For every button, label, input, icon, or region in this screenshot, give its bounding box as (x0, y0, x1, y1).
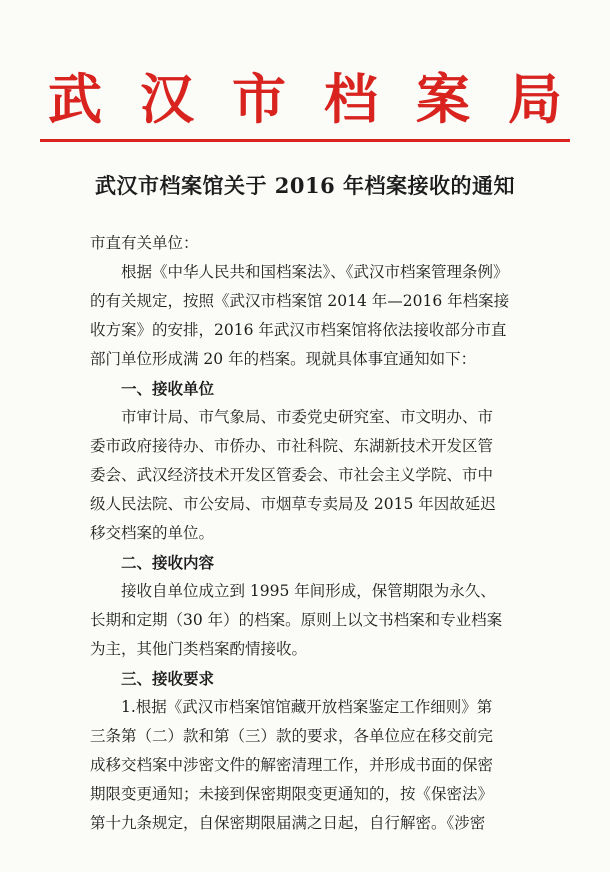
body-line: 成移交档案中涉密文件的解密清理工作，并形成书面的保密 (90, 756, 494, 774)
body-line: 收方案》的安排，2016 年武汉市档案馆将依法接收部分市直 (90, 321, 507, 339)
body-line: 第十九条规定，自保密期限届满之日起，自行解密。《涉密 (90, 814, 486, 832)
document-body (90, 229, 530, 838)
body-line: 的有关规定，按照《武汉市档案馆 2014 年—2016 年档案接 (90, 292, 510, 310)
letterhead (40, 64, 570, 134)
body-line: 1.根据《武汉市档案馆馆藏开放档案鉴定工作细则》第 (121, 698, 493, 716)
body-line: 接收自单位成立到 1995 年间形成，保管期限为永久、 (121, 582, 496, 600)
letterhead-char: 局 (508, 67, 562, 131)
body-line: 期限变更通知；未接到保密期限变更通知的，按《保密法》 (90, 785, 494, 803)
body-line: 委市政府接待办、市侨办、市社科院、东湖新技术开发区管 (90, 437, 494, 455)
body-line: 委会、武汉经济技术开发区管委会、市社会主义学院、市中 (90, 466, 494, 484)
section-heading: 三、接收要求 (121, 669, 215, 688)
letterhead-char: 市 (232, 67, 286, 131)
section-heading: 二、接收内容 (121, 553, 215, 572)
salutation: 市直有关单位： (90, 234, 199, 252)
body-line: 为主，其他门类档案酌情接收。 (90, 640, 308, 658)
body-line: 移交档案的单位。 (90, 524, 215, 542)
section-heading: 一、接收单位 (121, 379, 215, 398)
body-line: 级人民法院、市公安局、市烟草专卖局及 2015 年因故延迟 (90, 495, 496, 513)
body-line: 长期和定期（30 年）的档案。原则上以文书档案和专业档案 (90, 611, 503, 629)
body-lines (90, 258, 530, 838)
document-title: 武汉市档案馆关于 2016 年档案接收的通知 (94, 173, 516, 198)
letterhead-char: 档 (324, 67, 378, 131)
letterhead-char: 汉 (140, 67, 194, 131)
body-line: 根据《中华人民共和国档案法》、《武汉市档案管理条例》 (121, 263, 509, 281)
letterhead-char: 案 (416, 67, 470, 131)
body-line: 部门单位形成满 20 年的档案。现就具体事宜通知如下： (90, 350, 477, 368)
letterhead-char: 武 (48, 67, 102, 131)
body-line: 市审计局、市气象局、市委党史研究室、市文明办、市 (121, 408, 494, 426)
body-line: 三条第（二）款和第（三）款的要求，各单位应在移交前完 (90, 727, 494, 745)
letterhead-divider (40, 139, 570, 142)
